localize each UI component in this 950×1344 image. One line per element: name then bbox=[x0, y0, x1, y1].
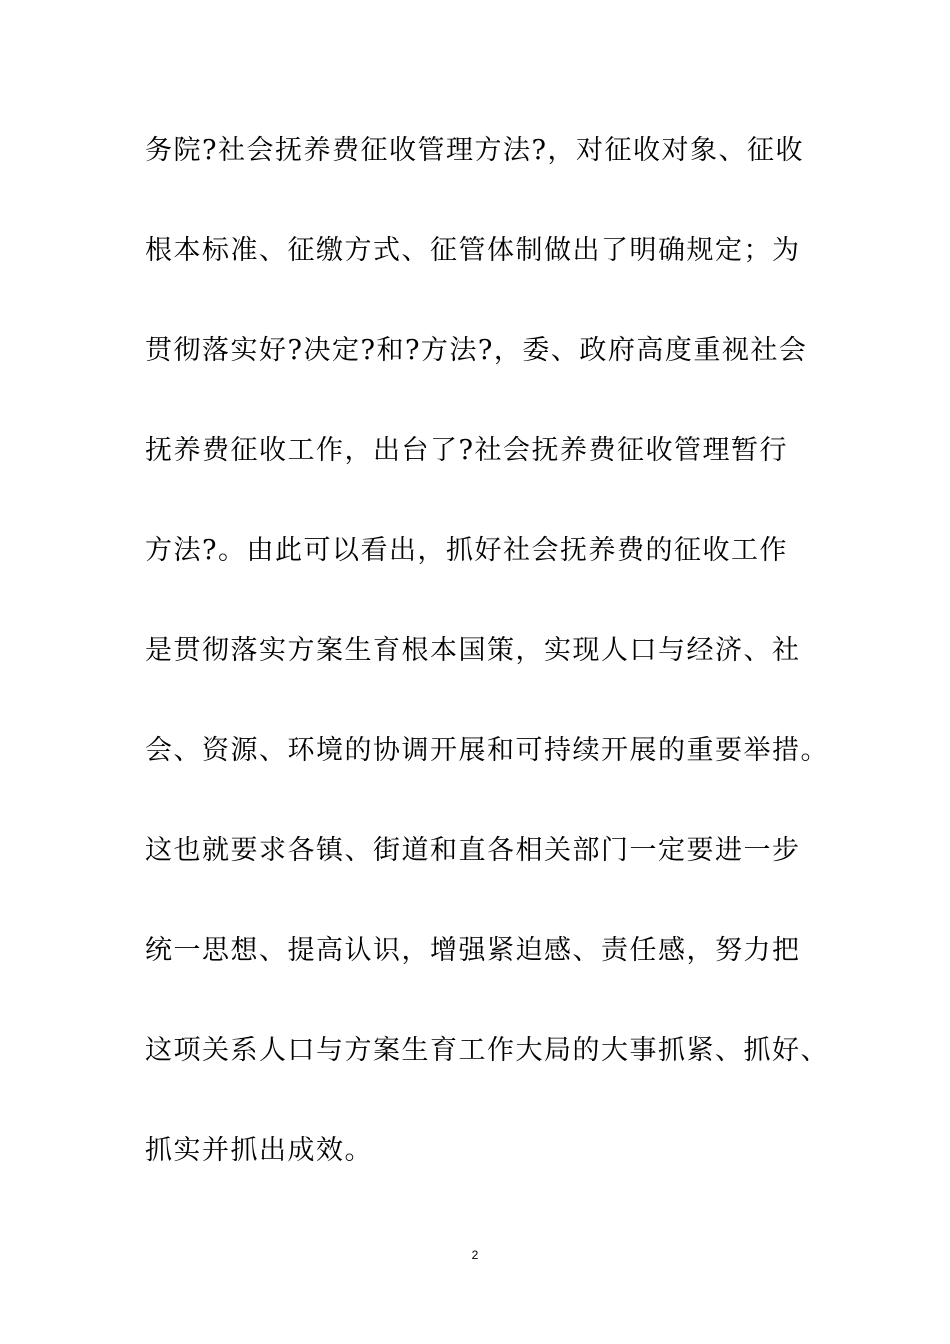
text-line: 这也就要求各镇、街道和直各相关部门一定要进一步 bbox=[145, 835, 801, 866]
text-line: 抓实并抓出成效。 bbox=[145, 1135, 373, 1166]
text-line: 抚养费征收工作，出台了?社会抚养费征收管理暂行 bbox=[145, 435, 788, 466]
text-line: 会、资源、环境的协调开展和可持续开展的重要举措。 bbox=[145, 735, 829, 766]
text-line: 是贯彻落实方案生育根本国策，实现人口与经济、社 bbox=[145, 635, 801, 666]
text-line: 统一思想、提高认识，增强紧迫感、责任感，努力把 bbox=[145, 935, 801, 966]
text-line: 根本标准、征缴方式、征管体制做出了明确规定；为 bbox=[145, 235, 801, 266]
text-line: 贯彻落实好?决定?和?方法?，委、政府高度重视社会 bbox=[145, 335, 808, 366]
text-line: 方法?。由此可以看出，抓好社会抚养费的征收工作 bbox=[145, 535, 788, 566]
body-text bbox=[145, 122, 835, 1222]
page-number: 2 bbox=[471, 1248, 479, 1262]
text-line: 务院?社会抚养费征收管理方法?，对征收对象、征收 bbox=[145, 135, 804, 166]
text-line: 这项关系人口与方案生育工作大局的大事抓紧、抓好、 bbox=[145, 1035, 829, 1066]
